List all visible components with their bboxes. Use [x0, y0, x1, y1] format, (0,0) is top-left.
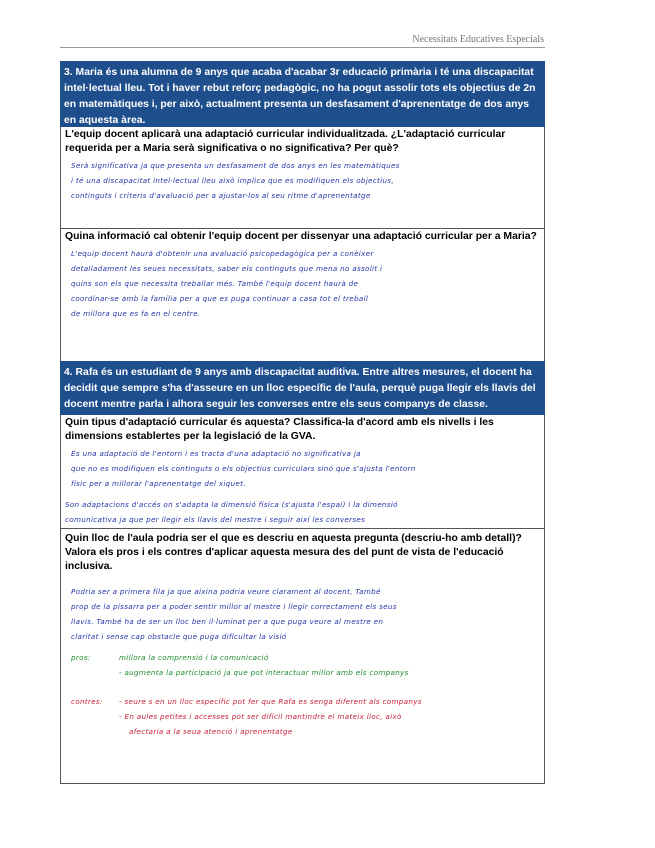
answer-line: És una adaptació de l'entorn i es tracta d'una adaptació no significativa ja: [71, 449, 361, 458]
handwritten-answer: [61, 446, 544, 491]
question-text: Quin tipus d'adaptació curricular és aquesta? Classifica-la d'acord amb els nivells i les dimensions establertes per la legislació de la GVA.: [65, 417, 494, 442]
contres-answer: [61, 694, 544, 739]
handwritten-answer-2: [61, 497, 544, 527]
header-rule: [60, 47, 545, 48]
answer-line: i té una discapacitat intel·lectual lleu això implica que es modifiquen els objectius,: [71, 176, 394, 185]
section-3-question-2: [60, 229, 545, 363]
answer-line: detalladament les seues necessitats, saber els continguts que mena no assolit i: [71, 264, 383, 273]
answer-line: L'equip docent haurà d'obtenir una avaluació psicopedagògica per a conèixer: [71, 249, 374, 258]
section-3: [60, 61, 545, 363]
answer-line: prop de la pissarra per a poder sentir millor al mestre i llegir correctament els seus: [71, 602, 397, 611]
section-4: [60, 361, 545, 784]
answer-line: comunicativa ja que per llegir els llavis del mestre i seguir així les converses: [65, 515, 366, 524]
answer-line: físic per a millorar l'aprenentatge del xiquet.: [71, 479, 246, 488]
answer-line: de millora que es fa en el centre.: [71, 309, 201, 318]
answer-line: que no es modifiquen els continguts o els objectius curriculars sinó que s'ajusta l'entorn: [71, 464, 416, 473]
answer-line: claritat i sense cap obstacle que puga dificultar la visió: [71, 632, 287, 641]
section-3-prompt: 3. Maria és una alumna de 9 anys que acaba d'acabar 3r educació primària i té una discapacitat intel·lectual lleu. Tot i haver rebut reforç pedagògic, no ha pogut assolir tots els objectius de 2n en matemàtiques i, per això, actualment presenta un desfasament d'aprenentatge de dos anys en aquesta àrea.: [60, 61, 545, 127]
pros-label: pros:: [71, 653, 91, 662]
handwritten-answer: [61, 246, 544, 321]
answer-line: Podria ser a primera fila ja que aixina podria veure clarament al docent, També: [71, 587, 381, 596]
section-4-question-1: [60, 415, 545, 529]
contres-item: afectaria a la seua atenció i aprenentatge: [129, 727, 293, 736]
pros-item: - augmenta la participació ja que pot interactuar millor amb els companys: [119, 668, 409, 677]
section-4-question-2: [60, 529, 545, 784]
handwritten-answer: [61, 584, 544, 644]
answer-line: quins son els que necessita treballar més. També l'equip docent haurà de: [71, 279, 359, 288]
answer-line: llavis. També ha de ser un lloc ben il·luminat per a que puga veure al mestre en: [71, 617, 384, 626]
answer-line: Son adaptacions d'accés on s'adapta la dimensió física (s'ajusta l'espai) i la dimensió: [65, 500, 398, 509]
contres-item: - seure s en un lloc específic pot fer que Rafa es senga diferent als companys: [119, 697, 422, 706]
answer-line: continguts i criteris d'avaluació per a ajustar-los al seu ritme d'aprenentatge: [71, 191, 371, 200]
contres-label: contres:: [71, 697, 103, 706]
answer-line: Serà significativa ja que presenta un desfasament de dos anys en les matemàtiques: [71, 161, 400, 170]
page-header-title: Necessitats Educatives Especials: [412, 34, 544, 45]
section-3-question-1: [60, 127, 545, 229]
contres-item: - En aules petites i accesses pot ser difícil mantindre el mateix lloc, això: [119, 712, 402, 721]
question-text: Quina informació cal obtenir l'equip docent per dissenyar una adaptació curricular per a Maria?: [65, 231, 537, 242]
section-4-prompt: 4. Rafa és un estudiant de 9 anys amb discapacitat auditiva. Entre altres mesures, el docent ha decidit que sempre s'ha d'asseure en un lloc específic de l'aula, perquè puga llegir els llavis del docent mentre parla i alhora seguir les converses entre els seus companys de classe.: [60, 361, 545, 415]
question-text: L'equip docent aplicarà una adaptació curricular individualitzada. ¿L'adaptació curricular requerida per a Maria serà significativa o no significativa? Per què?: [65, 129, 506, 154]
pros-item: millora la comprensió i la comunicació: [119, 653, 269, 662]
pros-answer: [61, 650, 544, 680]
question-text: Quin lloc de l'aula podria ser el que es descriu en aquesta pregunta (descriu-ho amb detall)? Valora els pros i els contres d'aplicar aquesta mesura des del punt de vista de l'educació inclusiva.: [65, 533, 522, 572]
answer-line: coordinar-se amb la família per a que es puga continuar a casa tot el treball: [71, 294, 369, 303]
handwritten-answer: [61, 158, 544, 203]
